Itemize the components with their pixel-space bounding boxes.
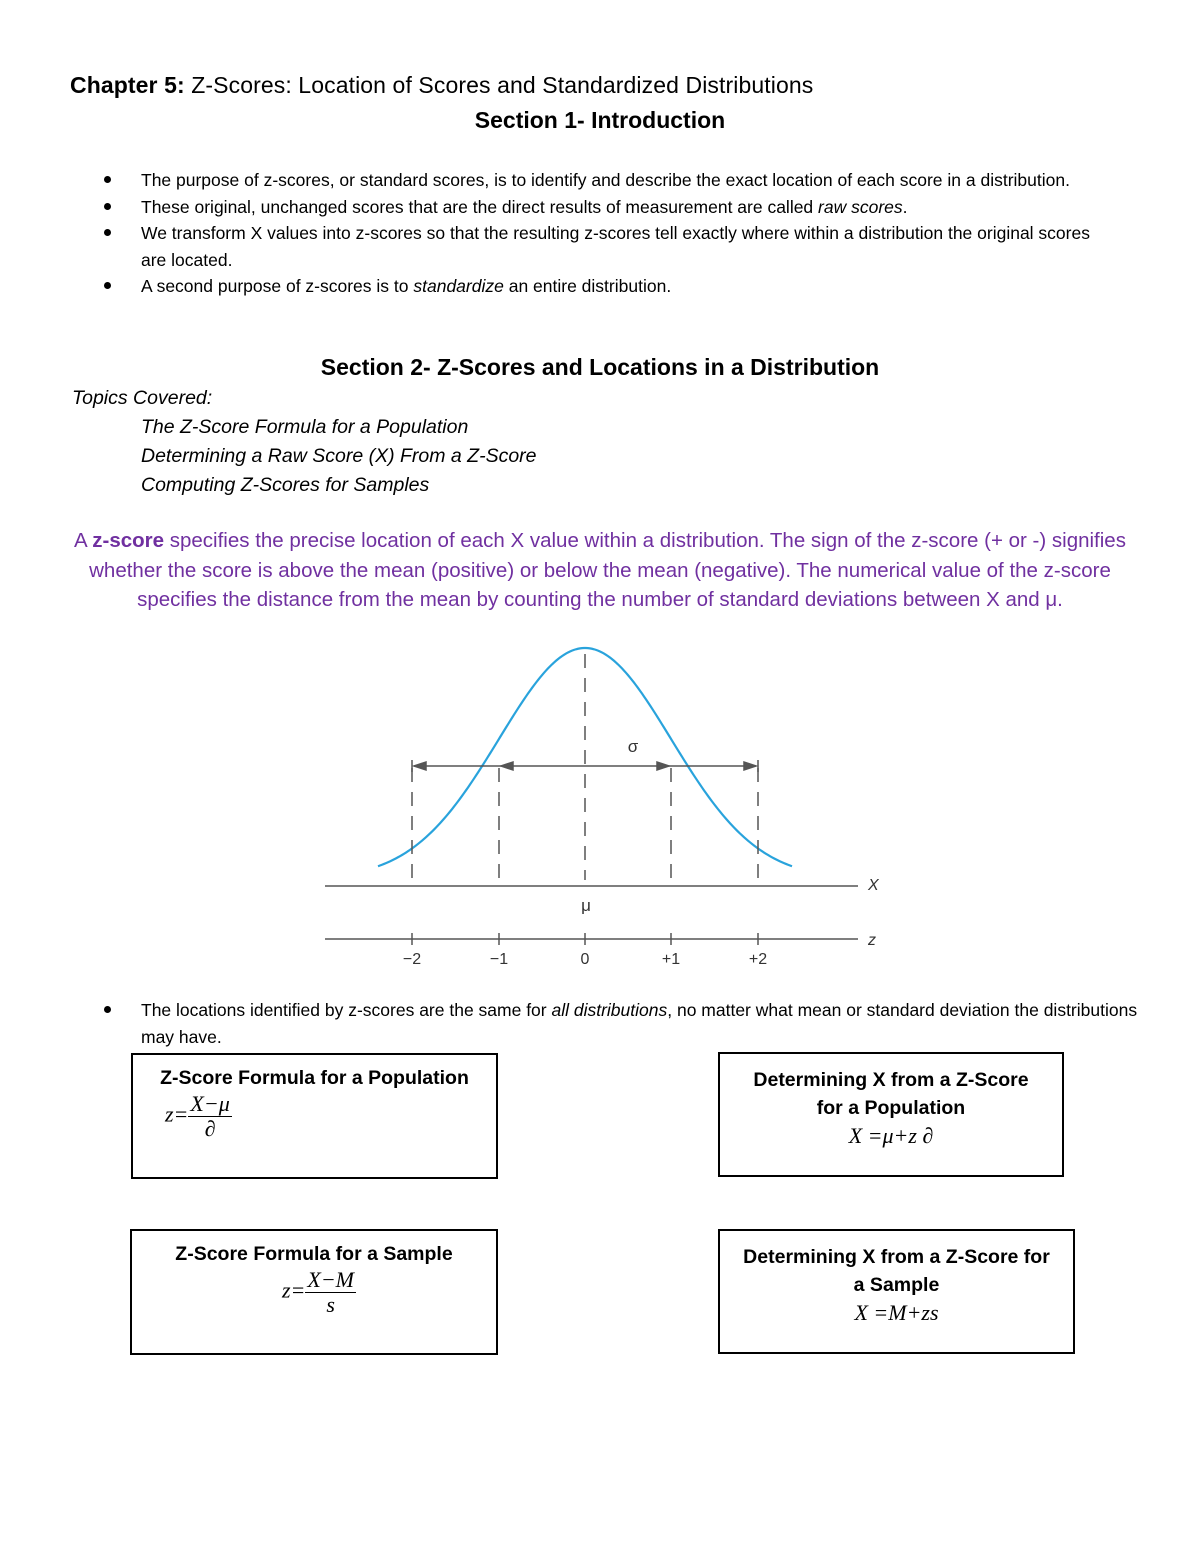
box-title: Determining X from a Z-Score for a Sample bbox=[743, 1246, 1050, 1296]
standardize-term: standardize bbox=[413, 276, 504, 296]
normal-distribution-figure bbox=[0, 640, 1200, 980]
arrowhead-left-inner bbox=[501, 762, 513, 770]
all-distributions-term: all distributions bbox=[551, 1000, 668, 1020]
topic-item: Determining a Raw Score (X) From a Z-Score bbox=[141, 445, 537, 467]
z-tick-label: +2 bbox=[748, 951, 768, 968]
topics-covered bbox=[72, 384, 537, 500]
z-tick-label: +1 bbox=[661, 951, 681, 968]
z-tick-label: −2 bbox=[402, 951, 422, 968]
arrowhead-right-inner bbox=[657, 762, 669, 770]
box-title: Z-Score Formula for a Population bbox=[160, 1067, 469, 1089]
sigma-label: σ bbox=[627, 737, 639, 756]
section1-heading: Section 1- Introduction bbox=[474, 107, 726, 133]
z-tick-label: 0 bbox=[580, 951, 590, 968]
population-x-formula: X =μ+z ∂ bbox=[848, 1123, 934, 1148]
list-item: A second purpose of z-scores is to standardize an entire distribution. bbox=[70, 273, 1120, 300]
list-item: The locations identified by z-scores are the same for all distributions, no matter what mean or standard deviation the distributions may have. bbox=[70, 997, 1140, 1050]
list-item: The purpose of z-scores, or standard scores, is to identify and describe the exact location of each score in a distribution. bbox=[70, 167, 1120, 194]
chapter-title bbox=[70, 72, 813, 99]
list-item: These original, unchanged scores that are the direct results of measurement are called raw scores. bbox=[70, 194, 1120, 221]
topic-item: Computing Z-Scores for Samples bbox=[141, 474, 430, 496]
sd-dashed-lines bbox=[412, 654, 758, 880]
section2-bullet-list bbox=[70, 997, 1140, 1050]
arrowhead-right-outer bbox=[744, 762, 756, 770]
topics-label: Topics Covered: bbox=[72, 387, 213, 409]
arrowhead-left-outer bbox=[414, 762, 426, 770]
z-score-definition-callout: A z-score specifies the precise location of each X value within a distribution. The sign of the z-score (+ or -) signifies whether the score is above the mean (positive) or below the mean (negative). The numerical value of the z-score specifies the distance from the mean by counting the number of standard deviations between X and μ. bbox=[74, 529, 1126, 611]
z-tick-label: −1 bbox=[489, 951, 509, 968]
topic-item: The Z-Score Formula for a Population bbox=[141, 416, 469, 438]
population-x-formula-box bbox=[718, 1052, 1064, 1177]
population-z-formula: z= $\frac{X-\mu}{\partial}$ bbox=[165, 1091, 230, 1141]
population-z-formula-box bbox=[131, 1053, 498, 1179]
box-title: Z-Score Formula for a Sample bbox=[175, 1243, 453, 1265]
sample-z-formula: z= $\frac{X-M}{s}$ bbox=[281, 1267, 355, 1317]
list-item: We transform X values into z-scores so that the resulting z-scores tell exactly where within a distribution the original scores are located. bbox=[70, 220, 1120, 273]
x-axis-label: X bbox=[868, 877, 879, 894]
z-axis-label: z bbox=[868, 932, 876, 949]
z-tick-labels bbox=[403, 951, 767, 968]
z-score-term: z-score bbox=[92, 529, 165, 552]
mu-label: μ bbox=[581, 896, 591, 915]
chapter-number: Chapter 5: bbox=[70, 72, 185, 98]
sample-x-formula-box bbox=[718, 1229, 1075, 1354]
section1-bullet-list bbox=[70, 167, 1120, 300]
raw-scores-term: raw scores bbox=[818, 196, 903, 217]
sample-z-formula-box bbox=[130, 1229, 498, 1355]
sample-x-formula: X =M+zs bbox=[854, 1300, 939, 1325]
chapter-title-text: Z-Scores: Location of Scores and Standardized Distributions bbox=[184, 72, 814, 98]
box-title: Determining X from a Z-Score for a Population bbox=[753, 1069, 1029, 1119]
section2-heading: Section 2- Z-Scores and Locations in a Distribution bbox=[320, 354, 880, 380]
